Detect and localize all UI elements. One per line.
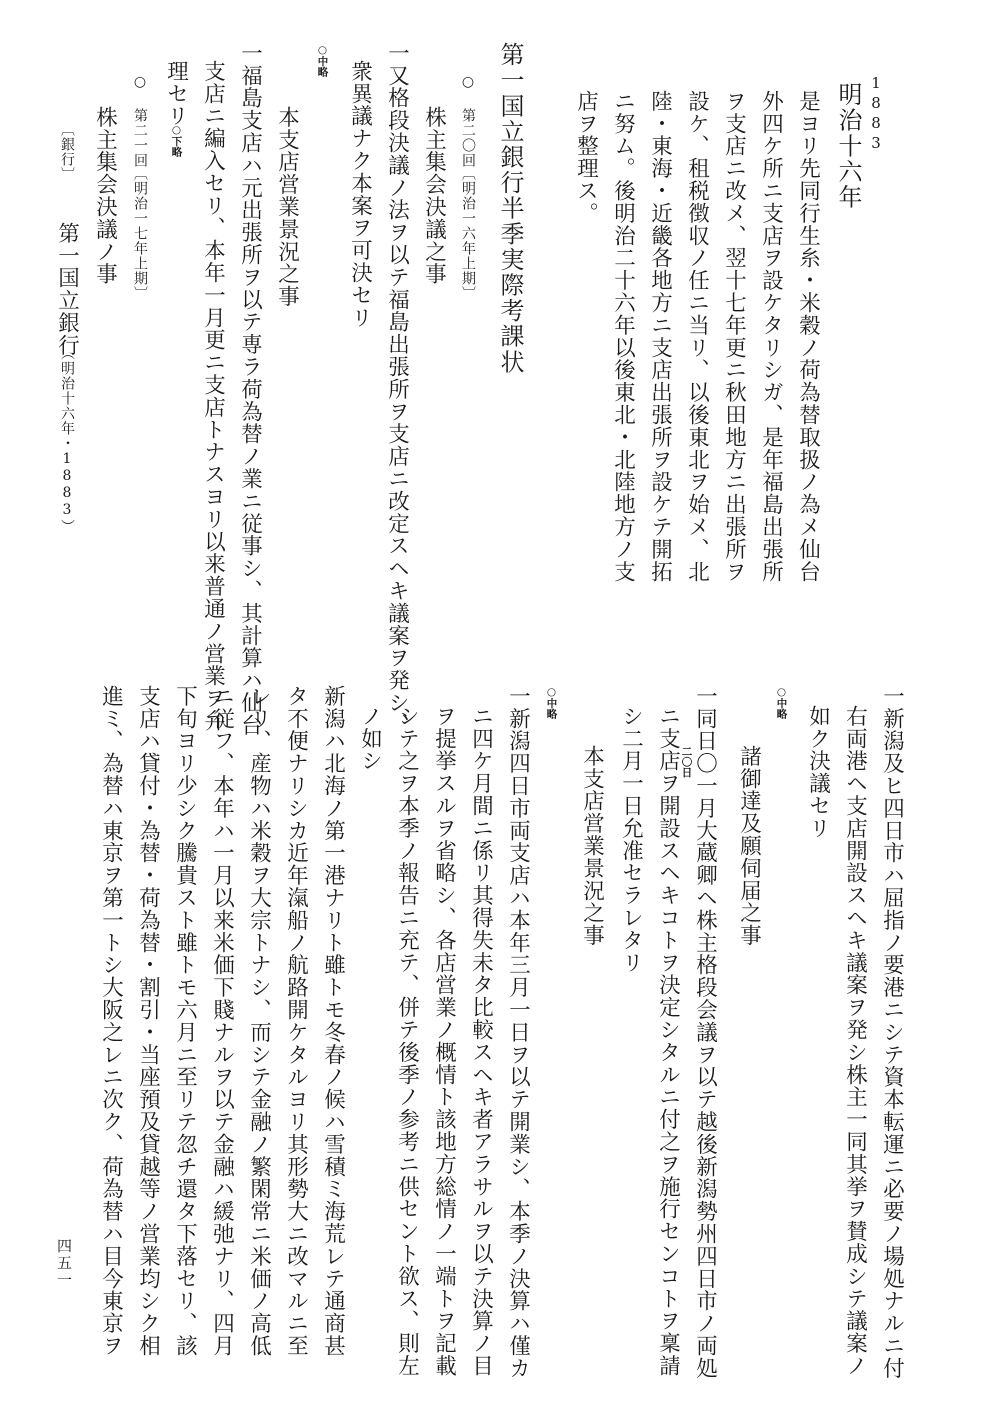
- running-head-date: （明治十六年・1883）: [59, 346, 75, 534]
- year-ad: 1883: [867, 74, 885, 154]
- year-era: 明治十六年: [834, 82, 862, 210]
- intro-line-4: 設ケ、租税徴収ノ任ニ当リ、以後東北ヲ始メ、北: [684, 90, 710, 583]
- branch2-line-11: 支店ハ貸付・為替・荷為替・割引・当座預及貸越等ノ営業均シク相: [135, 685, 161, 1357]
- branch-line-3: 理セリ: [163, 60, 189, 128]
- branch2-line-2: ニ四ケ月間ニ係リ其得失未タ比較スヘキ者アラサルヲ以テ決算ノ目: [468, 705, 494, 1377]
- branch-heading: 本支店営業景況之事: [274, 106, 300, 308]
- branch-line-2: 支店ニ編入セリ、本年一月更ニ支店トナスヨリ以来普通ノ営業ヲ弁: [200, 60, 226, 732]
- session-20-marker: ○ 第二〇回: [460, 74, 476, 168]
- session-20-date: 〔明治一六年上期〕: [460, 166, 476, 301]
- branch2-line-12: 進ミ、為替ハ東京ヲ第一トシ大阪之レニ次ク、荷為替ハ目今東京ヲ: [98, 685, 124, 1357]
- resolution-line-2: 右両港ヘ支店開設スヘキ議案ヲ発シ株主一同其挙ヲ賛成シテ議案ノ: [842, 705, 868, 1377]
- branch2-line-9: ニ従フ、本年ハ一月以来米価下賤ナルヲ以テ金融ハ緩弛ナリ、四月: [209, 685, 235, 1357]
- intro-line-2: 外四ケ所ニ支店ヲ設ケタリシガ、是年福島出張所: [758, 90, 784, 583]
- report-line-2: ニ支店ヲ開設スヘキコトヲ決定シタルニ付之ヲ施行センコトヲ稟請: [655, 705, 681, 1377]
- document-title: 第一国立銀行半季実際考課状: [496, 42, 524, 375]
- intro-line-6: ニ努ム。後明治二十六年以後東北・北陸地方ノ支: [610, 90, 636, 583]
- branch2-line-10: 下旬ヨリ少シク騰貴スト雖トモ六月ニ至リテ忽チ還タ下落セリ、該: [172, 685, 198, 1357]
- report-heading: 諸御達及願伺届之事: [736, 745, 762, 947]
- running-head-title: 第一国立銀行: [54, 222, 80, 357]
- session-21-date: 〔明治一七年上期〕: [132, 166, 148, 301]
- branch2-line-6: 新潟ハ北海ノ第一港ナリト雖トモ冬春ノ候ハ雪積ミ海荒レテ通商甚: [320, 685, 346, 1357]
- branch-heading-2: 本支店営業景況之事: [579, 745, 605, 947]
- omission-mark: ○中略: [545, 686, 558, 719]
- report-line-1: 一同日〇一月大蔵卿ヘ株主格段会議ヲ以テ越後新潟勢州四日市ノ両処: [692, 685, 718, 1380]
- intro-line-3: ヲ支店ニ改メ、翌十七年更ニ秋田地方ニ出張所ヲ: [721, 90, 747, 583]
- resolution-line-3: 如ク決議セリ: [805, 705, 831, 840]
- page-number: 四五一: [55, 1238, 73, 1289]
- report-date-note: 二〇日: [680, 746, 693, 778]
- report-line-3: シ二月一日允准セラレタリ: [618, 705, 644, 974]
- branch2-line-7: タ不便ナリシカ近年滊船ノ航路開ケタルヨリ其形勢大ニ改マルニ至: [283, 685, 309, 1357]
- omission-mark: ○中略: [316, 44, 329, 77]
- session-21-heading: 株主集会決議ノ事: [92, 106, 118, 286]
- branch2-line-4: シテ之ヲ本季ノ報告ニ充テ、併テ後季ノ参考ニ供セント欲ス、則左: [394, 705, 420, 1377]
- branch-line-1: 一福島支店ハ元出張所ヲ以テ専ラ荷為替ノ業ニ従事シ、其計算ハ仙台: [237, 42, 263, 737]
- session-20-line-1: 一又格段決議ノ法ヲ以テ福島出張所ヲ支店ニ改定スヘキ議案ヲ発シ、: [384, 42, 410, 737]
- branch2-line-1: 一新潟四日市両支店ハ本年三月一日ヲ以テ開業シ、本季ノ決算ハ僅カ: [505, 685, 531, 1380]
- intro-line-5: 陸・東海・近畿各地方ニ支店出張所ヲ設ケテ開拓: [647, 90, 673, 583]
- intro-line-7: 店ヲ整理ス。: [573, 90, 599, 225]
- branch2-line-5: ノ如シ: [357, 705, 383, 773]
- omission-mark: ○中略: [775, 686, 788, 719]
- session-21-marker: ○ 第二一回: [132, 74, 148, 168]
- branch2-line-3: ヲ提挙スルヲ省略シ、各店営業ノ概情ト該地方総情ノ一端トヲ記載: [431, 705, 457, 1377]
- running-head-label: 〔銀行〕: [59, 122, 75, 182]
- omission-mark: ○下略: [170, 124, 183, 157]
- resolution-line-1: 一新潟及ヒ四日市ハ屈指ノ要港ニシテ資本転運ニ必要ノ場処ナルニ付: [879, 685, 905, 1380]
- intro-line-1: 是ヨリ先同行生糸・米穀ノ荷為替取扱ノ為メ仙台: [795, 90, 821, 583]
- session-20-heading: 株主集会決議之事: [421, 106, 447, 286]
- session-20-line-2: 衆異議ナク本案ヲ可決セリ: [347, 60, 373, 329]
- branch2-line-8: レリ、産物ハ米穀ヲ大宗トナシ、而シテ金融ノ繁閑常ニ米価ノ高低: [246, 685, 272, 1357]
